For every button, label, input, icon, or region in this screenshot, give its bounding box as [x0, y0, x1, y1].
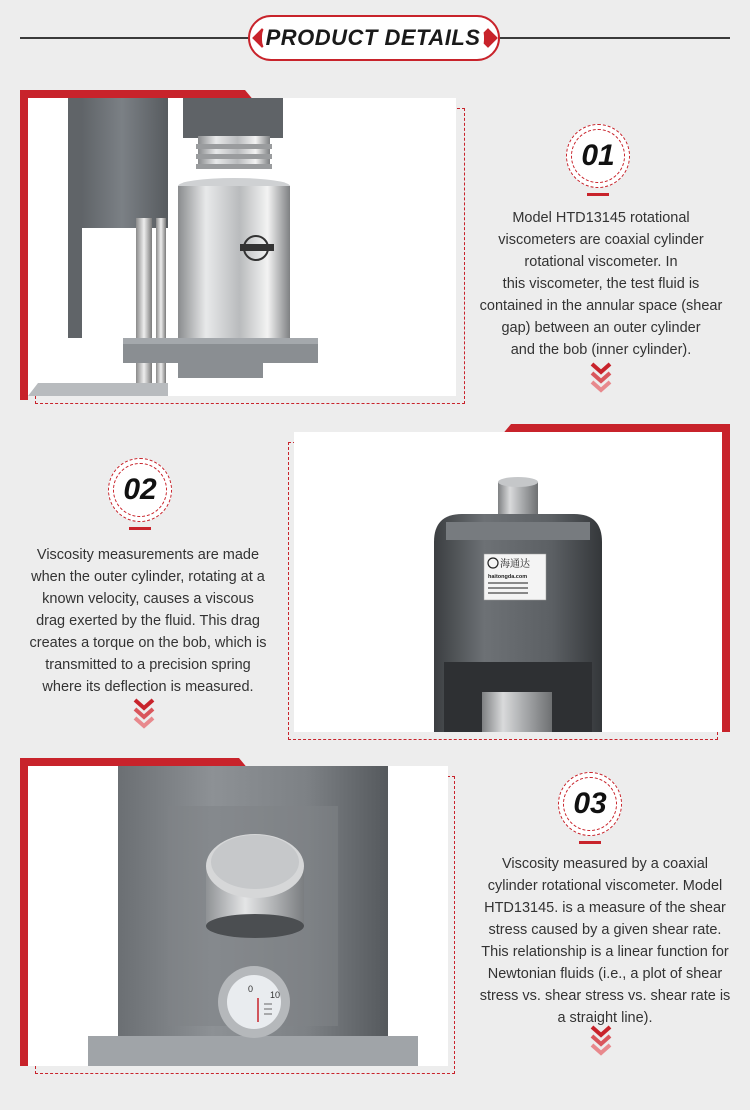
image-3-frame [28, 766, 448, 1066]
section-1-number-bar [587, 193, 609, 196]
section-2-line: transmitted to a precision spring [45, 657, 251, 673]
section-3-line: This relationship is a linear function for [481, 944, 729, 960]
section-3-line: Newtonian fluids (i.e., a plot of shear [487, 966, 723, 982]
section-2-line: where its deflection is measured. [42, 679, 254, 695]
section-1-line: gap) between an outer cylinder [501, 320, 701, 336]
header-line-right [498, 37, 730, 39]
label-english: haitongda.com [488, 574, 528, 580]
viscometer-head-with-label-icon [294, 432, 722, 732]
section-3-line: HTD13145. is a measure of the shear [484, 900, 726, 916]
section-1-line: rotational viscometer. In [524, 254, 678, 270]
image-1-frame [28, 98, 456, 396]
section-1-description [462, 207, 740, 361]
section-2-line: drag exerted by the fluid. This drag [36, 613, 260, 629]
section-3-number: 03 [573, 787, 607, 820]
image-2-frame [294, 432, 722, 732]
section-2-description [10, 544, 286, 698]
label-chinese: 海通达 [500, 559, 530, 570]
section-3-line: Viscosity measured by a coaxial [501, 856, 709, 872]
section-1-line: viscometers are coaxial cylinder [498, 232, 704, 248]
section-3-line: stress vs. shear stress vs. shear rate is [479, 988, 731, 1004]
section-2-number-bar [129, 527, 151, 530]
section-2-number: 02 [123, 473, 157, 506]
section-3-chevron-down-icon [590, 1025, 612, 1057]
section-1-line: this viscometer, the test fluid is [502, 276, 700, 292]
header-line-left [20, 37, 250, 39]
image-3-red-left-edge [20, 758, 28, 1066]
section-1-line: Model HTD13145 rotational [512, 210, 690, 226]
dial-label-zero: 0 [248, 984, 254, 994]
viscometer-knob-and-dial-icon [28, 766, 448, 1066]
section-2-line: when the outer cylinder, rotating at a [31, 569, 265, 585]
section-3-number-bar [579, 841, 601, 844]
section-3-line: stress caused by a given shear rate. [488, 922, 722, 938]
section-1-chevron-down-icon [590, 362, 612, 394]
page-title: PRODUCT DETAILS [262, 22, 484, 54]
section-3-line: cylinder rotational viscometer. Model [487, 878, 723, 894]
viscometer-with-steel-cup-icon [28, 98, 456, 396]
section-1-line: and the bob (inner cylinder). [510, 342, 692, 358]
section-1-number: 01 [581, 139, 615, 172]
section-3-description [462, 853, 748, 1029]
image-1-red-left-edge [20, 90, 28, 400]
section-2-chevron-down-icon [133, 698, 155, 730]
dial-label-ten: 10 [270, 990, 281, 1000]
section-2-line: known velocity, causes a viscous [42, 591, 254, 607]
section-1-line: contained in the annular space (shear [479, 298, 723, 314]
image-2-red-right-edge [722, 424, 730, 732]
section-2-line: Viscosity measurements are made [36, 547, 260, 563]
section-3-line: a straight line). [557, 1010, 653, 1026]
section-2-line: creates a torque on the bob, which is [29, 635, 267, 651]
